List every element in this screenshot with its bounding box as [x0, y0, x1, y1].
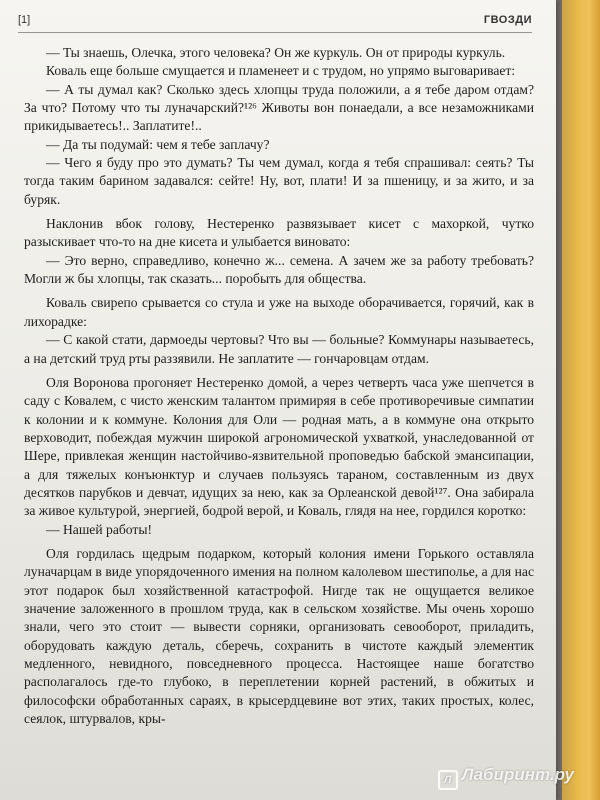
- paragraph: Оля гордилась щедрым подарком, который колония имени Горького оставляла луначарцам в виде упорядоченного имения на полном калолевом шестиполье, а для нас этот подарок был хозяйственной катастрофой. Нигде так не ощущается великое значение заложенного в прошлом труда, как в сельском хозяйстве. Мы очень хорошо знали, чего это стоит — вывести сорняки, организовать севооборот, приладить, оборудовать каждую деталь, сберечь, сохранить в чистоте каждый элементик медленного, невидного, повседневного процесса. Настоящее наше богатство располагалось где-то глубоко, в переплетении корней растений, в обжитых и философски обработанных сараях, в крысердцевине вот этих, таких простых, колес, сеялок, штурвалов, кры-: [24, 545, 534, 727]
- paragraph: — Ты знаешь, Олечка, этого человека? Он же куркуль. Он от природы куркуль.: [46, 45, 506, 60]
- paragraph: — А ты думал как? Сколько здесь хлопцы труда положили, а я тебе даром отдам? За что? Потому что ты луначарский?¹²⁶ Животы вон понаедали, а все незаможниками прикидываетесь!.. Заплатите!..: [24, 81, 534, 134]
- running-header: [18, 14, 532, 30]
- book-spine-edge: [562, 0, 600, 800]
- paragraph: — Нашей работы!: [46, 521, 152, 537]
- header-divider: [18, 32, 532, 33]
- paragraph: — С какой стати, дармоеды чертовы? Что вы — больные? Коммунары называетесь, а на детский труд рты раззявили. Не заплатите — гончаровцам отдам.: [24, 332, 534, 366]
- paragraph: Наклонив вбок голову, Нестеренко развязывает кисет с махоркой, чутко разыскивает что-то на дне кисета и улыбается виновато:: [24, 216, 534, 250]
- paragraph: — Да ты подумай: чем я тебе заплачу?: [46, 136, 270, 152]
- watermark-text: Лабиринт.ру: [461, 765, 574, 784]
- watermark: [438, 765, 574, 790]
- body-text: [24, 44, 534, 728]
- paragraph: — Это верно, справедливо, конечно ж... семена. А зачем же за работу требовать? Могли ж бы хлопцы, так сказать... поробыть для общества.: [24, 252, 534, 287]
- page-number: [1]: [18, 14, 31, 26]
- paragraph: Коваль еще больше смущается и пламенеет и с трудом, но упрямо выговаривает:: [46, 63, 516, 79]
- paragraph: Коваль свирепо срывается со стула и уже на выходе оборачивается, горячий, как в лихорадке:: [24, 295, 534, 329]
- paragraph: Оля Воронова прогоняет Нестеренко домой, а через четверть часа уже шепчется в саду с Ковалем, с чисто женским талантом примиряя в себе противоречивые симпатии к колонии и к коммуне. Колония для Оли — родная мать, а в коммуне она открыто верховодит, побеждая мужчин широкой агрономической ухваткой, унаследованной от Шере, привлекая женщин настойчиво-язвительной проповедью бабской эмансипации, а для тяжелых конъюнктур и случаев пользуясь тараном, составленным из двух десятков парубков и девчат, идущих за нею, как за Орлеанской девой¹²⁷. Она забирала за живое культурой, энергией, бодрой верой, и Коваль, глядя на нее, гордился коротко:: [24, 374, 534, 519]
- paragraph: — Чего я буду про это думать? Ты чем думал, когда я тебя спрашивал: сеять? Ты тогда таким барином задавался: сейте! Ну, вот, плати! И за пшеницу, и за жито, и за буряк.: [24, 155, 534, 207]
- labyrinth-logo-icon: Л: [438, 770, 458, 790]
- running-title: ГВОЗДИ: [483, 14, 532, 26]
